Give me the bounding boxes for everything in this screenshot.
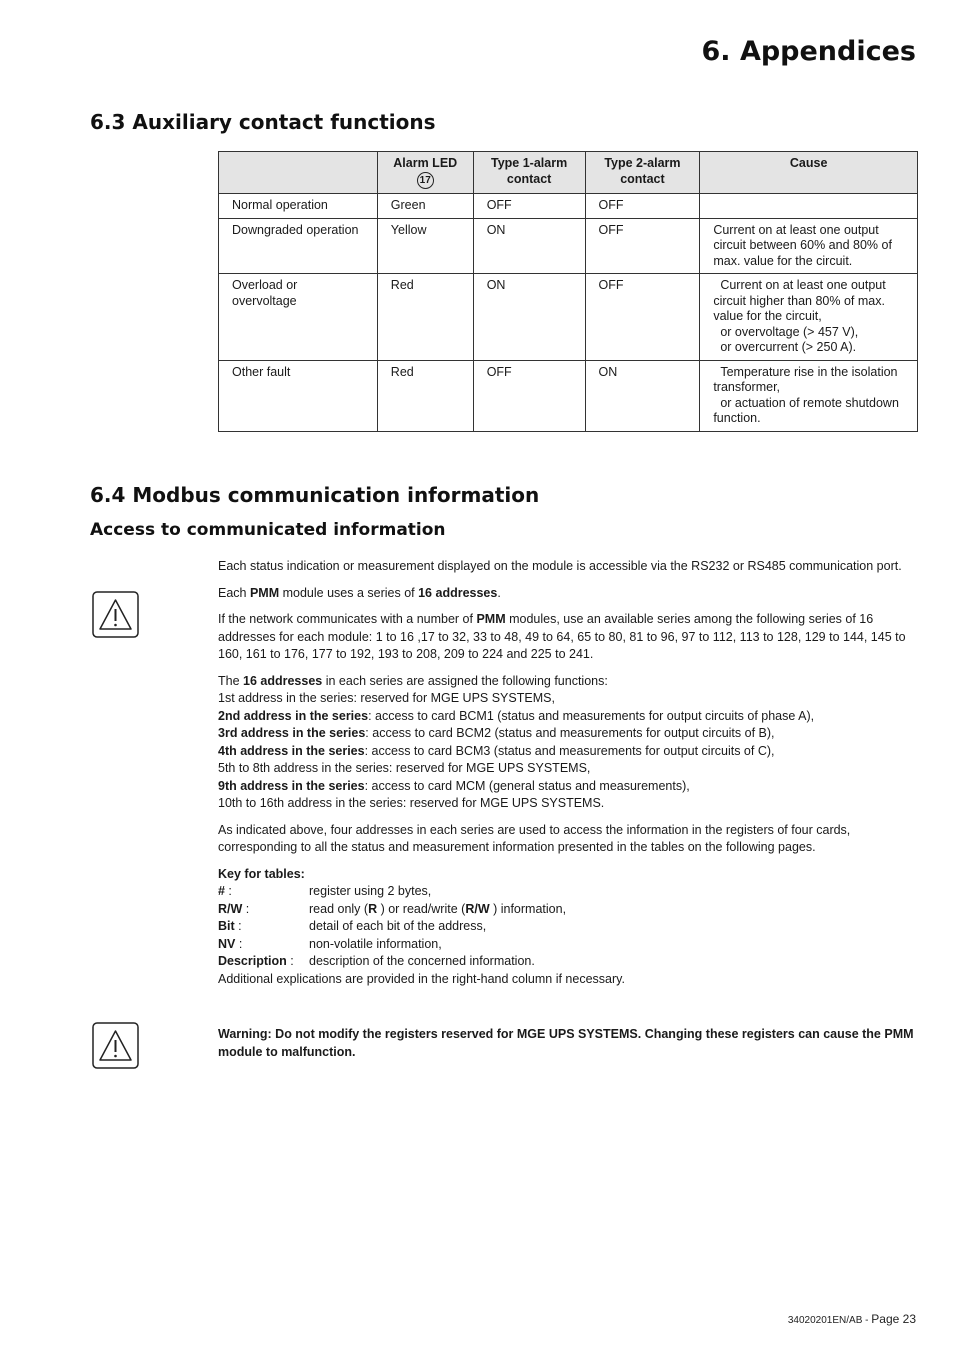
chapter-title: 6. Appendices <box>701 36 916 67</box>
text-bold: 16 addresses <box>243 673 323 688</box>
text-bold: R <box>368 901 378 916</box>
address-line-1: 1st address in the series: reserved for MGE UPS SYSTEMS, <box>218 691 555 705</box>
cause-line: Temperature rise in the isolation transformer, <box>713 364 898 394</box>
text-span: modules, use an available series among the following series of 16 addresses for each module: 1 to 16 ,17 to 32, 33 to 48, 49 to 64, 65 to 80, 81 to 96, 97 to 112, 113 to 128, 129 to 144, 145 to 160, 161 to 176, 177 to 192, 193 to 208, 209 to 224 and 225 to 241. <box>218 612 906 661</box>
warning-triangle-icon <box>92 591 139 643</box>
key-desc: register using 2 bytes, <box>309 884 432 898</box>
header-cause: Cause <box>700 152 918 194</box>
row-type2: ON <box>585 360 700 431</box>
text-span: . <box>497 585 501 600</box>
text-bold: PMM <box>249 585 280 600</box>
paragraph-four-cards: As indicated above, four addresses in each series are used to access the information in the registers of four cards, corresponding to all the status and measurement information presented in the tables on the following pages. <box>218 822 851 854</box>
row-led: Red <box>377 274 473 361</box>
header-state <box>219 152 378 194</box>
header-type1: Type 1-alarm contact <box>473 152 585 194</box>
row-cause <box>700 218 918 274</box>
key-title <box>218 866 918 884</box>
text-bold: NV <box>218 936 236 951</box>
header-type2: Type 2-alarm contact <box>585 152 700 194</box>
cause-line: or overcurrent (> 250 A). <box>720 340 857 354</box>
text-span: read only ( <box>309 901 369 916</box>
key-desc: detail of each bit of the address, <box>309 919 487 933</box>
text-bold: R/W <box>218 901 243 916</box>
row-led: Green <box>377 194 473 219</box>
key-term <box>218 918 309 936</box>
doc-reference: 34020201EN/AB <box>787 1315 863 1326</box>
warning-triangle-icon <box>92 1022 139 1074</box>
text-bold: 3rd address in the series <box>218 726 366 740</box>
row-led: Yellow <box>377 218 473 274</box>
key-row-nv <box>218 936 918 954</box>
text-span: : access to card BCM2 (status and measurements for output circuits of B), <box>365 726 775 740</box>
text-span: : <box>242 901 250 916</box>
row-type1: OFF <box>473 360 585 431</box>
text-span: : access to card BCM3 (status and measurements for output circuits of C), <box>364 743 775 758</box>
key-additional: Additional explications are provided in the right-hand column if necessary. <box>218 971 625 986</box>
row-type2: OFF <box>585 218 700 274</box>
text-span: : <box>234 919 242 933</box>
key-row-description <box>218 953 918 971</box>
text-bold: R/W <box>465 901 490 916</box>
cause-line: or actuation of remote shutdown function. <box>713 395 899 425</box>
text-span: Each <box>218 585 250 600</box>
table-header-row <box>219 152 918 194</box>
address-line-5: 5th to 8th address in the series: reserved for MGE UPS SYSTEMS, <box>218 761 591 775</box>
key-row-bit <box>218 918 918 936</box>
key-desc: description of the concerned information. <box>309 954 535 968</box>
text-bold: 9th address in the series <box>218 778 365 793</box>
cause-line: Current on at least one output circuit between 60% and 80% of max. value for the circuit. <box>713 222 892 268</box>
text-span: : access to card BCM1 (status and measurements for output circuits of phase A), <box>368 708 815 723</box>
key-row-hash <box>218 883 918 901</box>
key-for-tables <box>218 866 918 989</box>
text-span: : access to card MCM (general status and measurements), <box>364 778 690 793</box>
header-alarm-led-label: Alarm LED <box>393 156 458 170</box>
text-span: : <box>235 936 243 951</box>
modbus-body <box>218 558 918 988</box>
text-span: The <box>218 673 244 688</box>
section-title-auxiliary: 6.3 Auxiliary contact functions <box>90 110 436 134</box>
row-type2: OFF <box>585 274 700 361</box>
row-type2: OFF <box>585 194 700 219</box>
subsection-title-access: Access to communicated information <box>90 520 446 540</box>
row-state: Other fault <box>219 360 378 431</box>
paragraph-address-functions <box>218 673 918 813</box>
text-span: If the network communicates with a number of <box>218 612 477 626</box>
address-line-4 <box>218 743 918 761</box>
row-state: Overload or overvoltage <box>219 274 378 361</box>
key-desc <box>309 901 566 919</box>
paragraph-series <box>218 611 918 664</box>
address-intro <box>218 673 918 691</box>
section-title-modbus: 6.4 Modbus communication information <box>90 483 540 507</box>
row-cause <box>700 194 918 219</box>
row-type1: ON <box>473 274 585 361</box>
key-term <box>218 901 309 919</box>
address-line-7: 10th to 16th address in the series: reserved for MGE UPS SYSTEMS. <box>218 796 605 810</box>
text-span: ) or read/write ( <box>377 901 466 916</box>
row-state: Downgraded operation <box>219 218 378 274</box>
row-cause <box>700 360 918 431</box>
paragraph-pmm-addresses <box>218 585 918 603</box>
table-row <box>219 218 918 274</box>
footer-separator: - <box>862 1315 872 1326</box>
text-span: : <box>286 954 294 968</box>
page-footer <box>788 1312 916 1326</box>
text-bold: # <box>218 884 225 898</box>
text-bold: Bit <box>218 919 235 933</box>
table-row <box>219 360 918 431</box>
warning-text <box>218 1026 918 1061</box>
key-desc: non-volatile information, <box>309 936 442 951</box>
text-span: : <box>224 884 232 898</box>
row-led: Red <box>377 360 473 431</box>
text-span: ) information, <box>489 901 567 916</box>
text-span: module uses a series of <box>279 585 419 600</box>
header-alarm-led <box>377 152 473 194</box>
cause-line: or overvoltage (> 457 V), <box>720 324 859 339</box>
address-line-2 <box>218 708 918 726</box>
text-bold: Key for tables: <box>218 866 305 881</box>
text-bold: 4th address in the series <box>218 743 365 758</box>
text-bold: 16 addresses <box>418 585 498 600</box>
row-type1: ON <box>473 218 585 274</box>
row-type1: OFF <box>473 194 585 219</box>
paragraph-access: Each status indication or measurement displayed on the module is accessible via the RS232 or RS485 communication port. <box>218 559 902 573</box>
cause-line: Current on at least one output circuit higher than 80% of max. value for the circuit, <box>713 278 886 323</box>
table-row <box>219 194 918 219</box>
text-bold: PMM <box>476 612 506 626</box>
row-cause <box>700 274 918 361</box>
key-term <box>218 936 309 954</box>
address-line-6 <box>218 778 918 796</box>
text-span: in each series are assigned the following functions: <box>322 673 608 688</box>
row-state: Normal operation <box>219 194 378 219</box>
led-reference-badge: 17 <box>417 172 434 189</box>
key-term <box>218 953 309 971</box>
address-line-3 <box>218 725 918 743</box>
page-number: Page 23 <box>871 1312 916 1326</box>
text-bold: 2nd address in the series <box>218 708 369 723</box>
key-row-rw <box>218 901 918 919</box>
table-row <box>219 274 918 361</box>
warning-bold: Warning: Do not modify the registers reserved for MGE UPS SYSTEMS. Changing these registers can cause the PMM module to malfunction. <box>218 1027 914 1059</box>
key-term <box>218 883 309 901</box>
text-bold: Description <box>218 954 287 968</box>
auxiliary-contact-table <box>218 151 918 432</box>
